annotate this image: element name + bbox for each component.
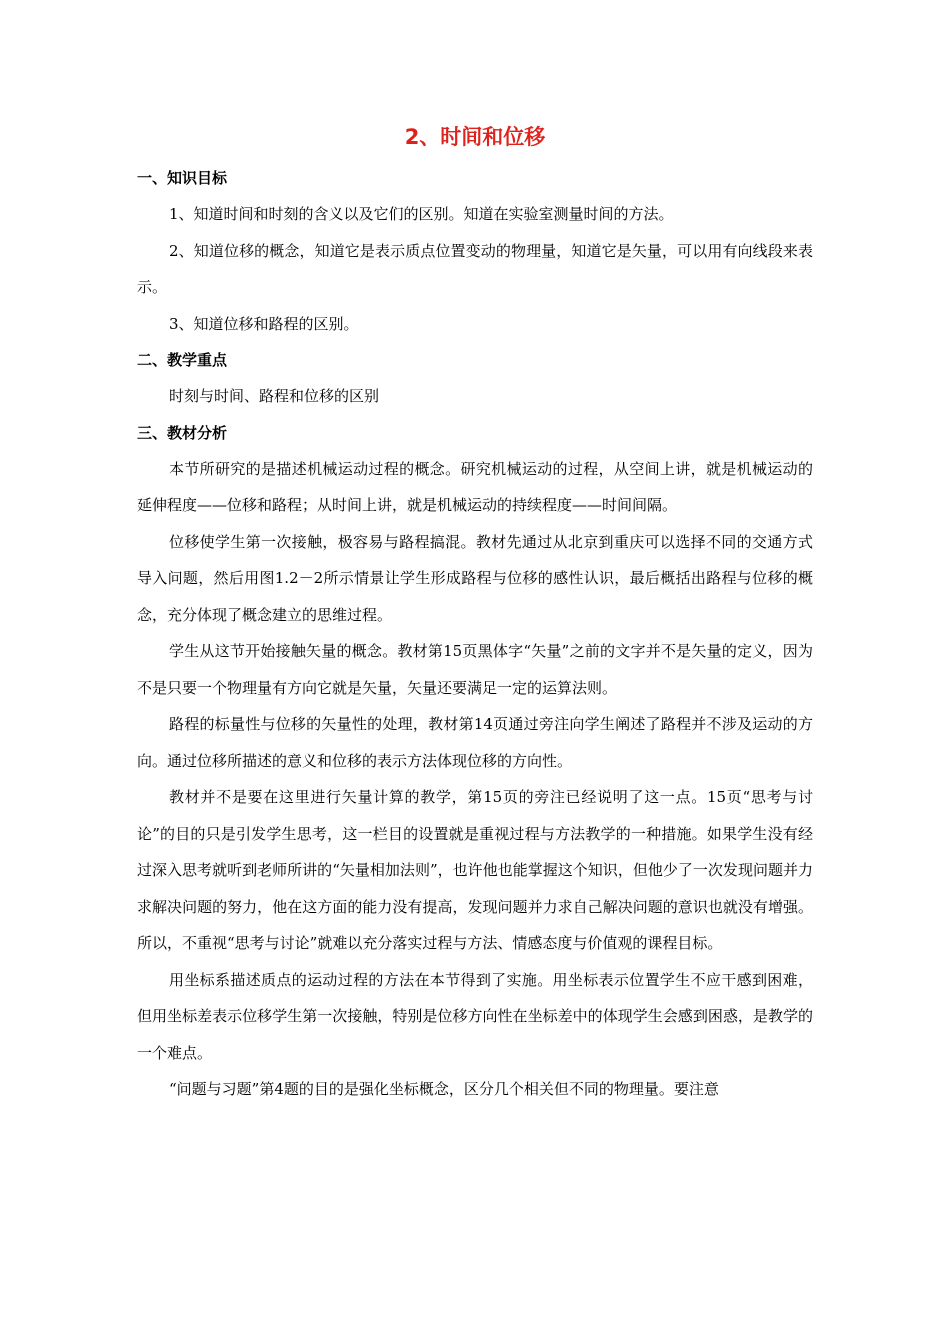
paragraph: 时刻与时间、路程和位移的区别 <box>169 387 380 405</box>
document-title: 2、时间和位移 <box>404 125 546 149</box>
paragraph: 3、知道位移和路程的区别。 <box>169 314 359 333</box>
paragraph: “问题与习题”第4题的目的是强化坐标概念，区分几个相关但不同的物理量。要注意 <box>169 1080 719 1098</box>
section-heading: 二、教学重点 <box>137 351 228 369</box>
paragraph: 位移使学生第一次接触，极容易与路程搞混。教材先通过从北京到重庆可以选择不同的交通方式导入问题，然后用图1.2－2所示情景让学生形成路程与位移的感性认识，最后概括出路程与位移的概念，充分体现了概念建立的思维过程。 <box>137 532 813 624</box>
paragraph: 路程的标量性与位移的矢量性的处理，教材第14页通过旁注向学生阐述了路程并不涉及运动的方向。通过位移所描述的意义和位移的表示方法体现位移的方向性。 <box>137 715 813 770</box>
paragraph: 2、知道位移的概念，知道它是表示质点位置变动的物理量，知道它是矢量，可以用有向线段来表示。 <box>137 241 813 296</box>
paragraph: 教材并不是要在这里进行矢量计算的教学，第15页的旁注已经说明了这一点。15页“思考与讨论”的目的只是引发学生思考，这一栏目的设置就是重视过程与方法教学的一种措施。如果学生没有经过深入思考就听到老师所讲的“矢量相加法则”，也许他也能掌握这个知识，但他少了一次发现问题并力求解决问题的努力，他在这方面的能力没有提高，发现问题并力求自己解决问题的意识也就没有增强。所以，不重视“思考与讨论”就难以充分落实过程与方法、情感态度与价值观的课程目标。 <box>137 788 813 952</box>
section-material-analysis <box>137 415 813 1108</box>
paragraph: 1、知道时间和时刻的含义以及它们的区别。知道在实验室测量时间的方法。 <box>169 205 674 223</box>
section-heading: 一、知识目标 <box>137 169 228 187</box>
paragraph: 用坐标系描述质点的运动过程的方法在本节得到了实施。用坐标表示位置学生不应干感到困难，但用坐标差表示位移学生第一次接触，特别是位移方向性在坐标差中的体现学生会感到困惑，是教学的一个难点。 <box>137 970 813 1062</box>
document-body <box>137 160 813 1108</box>
paragraph: 学生从这节开始接触矢量的概念。教材第15页黑体字“矢量”之前的文字并不是矢量的定义，因为不是只要一个物理量有方向它就是矢量，矢量还要满足一定的运算法则。 <box>137 642 813 697</box>
section-heading: 三、教材分析 <box>137 423 228 442</box>
paragraph: 本节所研究的是描述机械运动过程的概念。研究机械运动的过程，从空间上讲，就是机械运动的延伸程度——位移和路程；从时间上讲，就是机械运动的持续程度——时间间隔。 <box>137 459 813 514</box>
section-teaching-focus <box>137 342 813 415</box>
section-knowledge-goals <box>137 160 813 342</box>
